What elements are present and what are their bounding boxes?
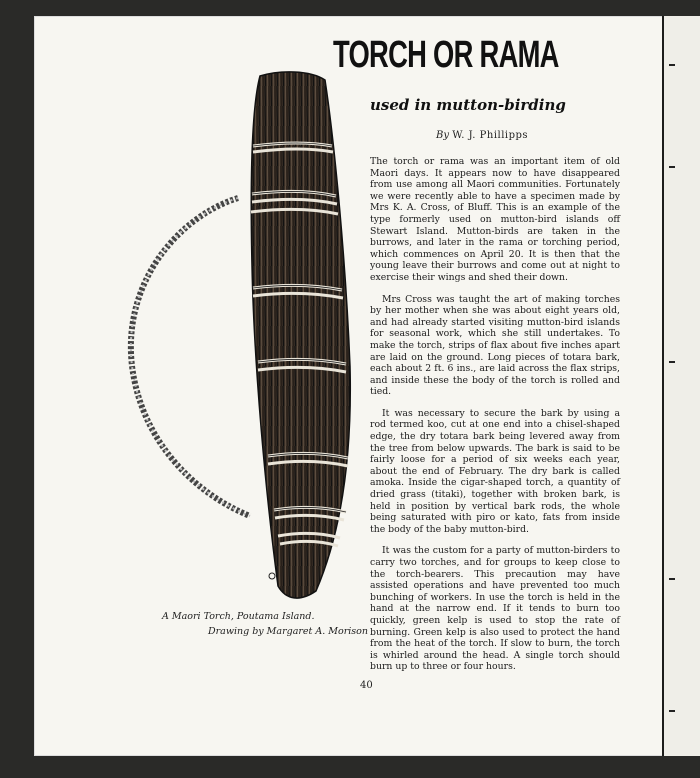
page-number: 40	[360, 680, 373, 691]
byline	[436, 130, 616, 141]
torch-illustration	[120, 66, 360, 606]
paragraph-2: Mrs Cross was taught the art of making torches by her mother when she was about eight years old, and had already started visiting mutton-bird islands for seasonal work, which she still undertakes. To make the torch, strips of flax about five inches apart are laid on the ground. Long pieces of totara bark, each about 2 ft. 6 ins., are laid across the flax strips, and inside these the body of the torch is rolled and tied.	[370, 293, 620, 398]
caption-credit: Drawing by Margaret A. Morison	[208, 626, 368, 637]
author-name: W. J. Phillipps	[452, 130, 529, 141]
article-subtitle: used in mutton-birding	[370, 96, 566, 114]
figure-caption	[150, 609, 368, 639]
paragraph-1: The torch or rama was an important item of old Maori days. It appears now to have disappeared from use among all Maori communities. Fortunately we were recently able to have a specimen made by Mrs K. A. Cross, of Bluff. This is an example of the type formerly used on mutton-bird islands off Stewart Island. Mutton-birds are taken in the burrows, and later in the rama or torching period, which commences on April 20. It is then that the young leave their burrows and come out at night to exercise their wings and shed their down.	[370, 156, 620, 283]
paragraph-4: It was the custom for a party of mutton-birders to carry two torches, and for groups to keep close to the torch-bearers. This precaution may have assisted operations and have prevented too much bunching of workers. In use the torch is held in the hand at the narrow end. If it tends to burn too quickly, green kelp is used to stop the rate of burning. Green kelp is also used to protect the hand from the heat of the torch. If slow to burn, the torch is whirled around the head. A single torch should burn up to three or four hours.	[370, 545, 620, 673]
caption-title: A Maori Torch, Poutama Island.	[162, 611, 315, 622]
paragraph-3: It was necessary to secure the bark by using a rod termed koo, cut at one end into a chisel-shaped edge, the dry totara bark being levered away from the tree from below upwards. The bark is said to be fairly loose for a period of six weeks each year, about the end of February. The dry bark is called amoka. Inside the cigar-shaped torch, a quantity of dried grass (titaki), together with broken bark, is held in position by vertical bark rods, the whole being saturated with piro or kato, fats from inside the body of the baby mutton-bird.	[370, 407, 620, 535]
article-title: TORCH OR RAMA	[333, 34, 559, 76]
byline-prefix: By	[436, 130, 449, 141]
article-body	[370, 156, 620, 683]
adjacent-page-edge	[662, 16, 700, 756]
braided-cord	[131, 198, 250, 516]
